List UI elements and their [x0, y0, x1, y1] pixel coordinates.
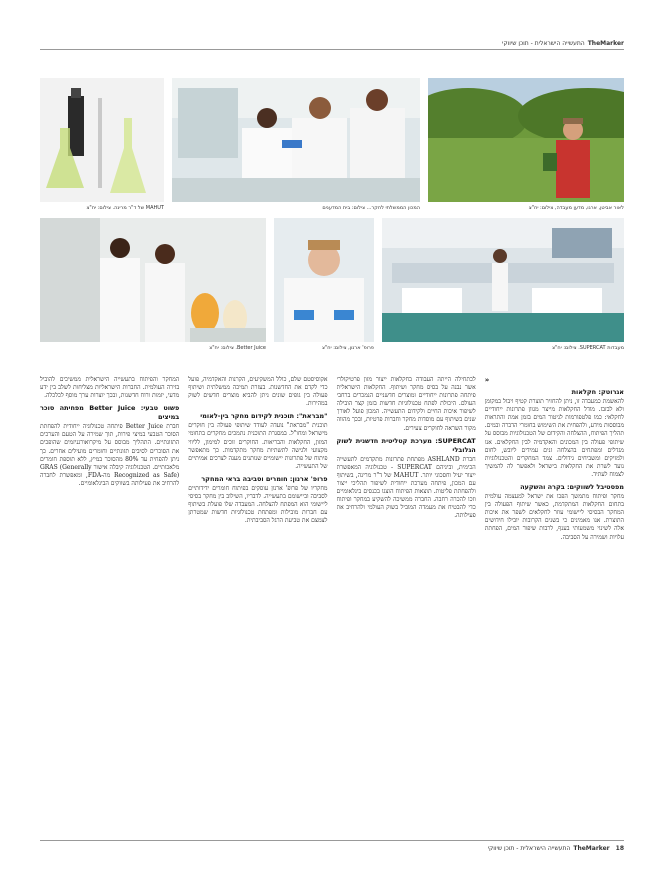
photo-farmer: [428, 78, 624, 202]
photo-professor: [274, 218, 374, 342]
caption-photo-3: MAHUT של ד"ר מרינה. צילום: יח"צ: [86, 205, 164, 211]
photo-lab-scientists: [172, 78, 420, 202]
photo-juice-lab: [40, 218, 266, 342]
page-footer: [40, 840, 624, 852]
paragraph-3a: אקוסיסטם שלם, כולל המשקיעים, הקרנות והאקדמיה, פועל כדי לקדם את החדשנות. בעזרת תמיכה ממשלתית ושיתוף פעולה בין גופים שונים ניתן להביא מוצרים חדשים לשוק במהירות.: [188, 376, 328, 408]
paragraph-2a: לכתחילה הייתה העבודה בחקלאות ייצור מזון פרטיקולרי אשר נבנה על בסיס מחקר ושיתוף. החקלאות הישראלית פיתחה פתרונות ייחודיים ומוצרים חדשניים הנמכרים ברחבי העולם. היכולת לפתח טכנולוגיות חדשות בזמן קצר הובילה לשיפור איכות החיים ולקידום התעשייה. המכון פועל לאורך שנים בשיתוף עם מוסדות מחקר וחברות פרטיות, ובכך מהווה מקור השראה לחוקרים צעירים.: [336, 376, 476, 432]
heading-6: פשוט טבעי: Better Juice מפחיתה סוכר במיצים: [40, 404, 180, 422]
photo-lab-benches: [382, 218, 624, 342]
photo-grid: [40, 78, 624, 350]
photo-flasks: [40, 78, 164, 202]
heading-2: מפסטיבל לשווקים: בקרה והשקעה: [520, 483, 624, 492]
paragraph-1a: להאשמת כמעבדה זו, ניתן להחזיר תוצרת קטיף ויבול במקומן ולא לבזבז. מודל החקלאות מייצר מגוון פתרונות ייחודיים לחקלאי: כמו פלטפורמות לניטור המים בזמן אמת והתראות מבוססות מידע, ולהפחית את השימוש בחומרי הדברה ובמים. תהליך הפיתוח, ההצלחה והקידום של הטכנולוגיות מבוסס על שיתופי פעולה בין המכונים והאקדמיה לבין החקלאים. אנו מגדלים ומפתחים בהצלחה זנים עמידים ליובש, לחום ולמזיקים ומשביחים גידולים. צמד המחקרים והטכנולוגיות נועד לשרת את החקלאות בישראל ולאפשר לה להמשיך לצמוח לעתיד.: [484, 398, 624, 478]
paragraph-2b: חברת ASHLAND מפתחת פתרונות מתקדמים לתעשייה הכימית, וביניהם SUPERCAT - טכנולוגיה המאפשרת ייצור יעיל וחסכוני יותר. MAHUT של ד"ר מרינה, בשיתוף עם המכון, פיתחה מערכת ייחודית לשיפור תהליכי ייצור ולהפחתת פליטות. תוצאות הפיתוח הוצגו בכנסים בינלאומיים וזכו להכרה רחבה. החברה ממשיכה להשקיע במחקר ופיתוח כדי להבטיח את מעמדה המוביל בשוק העולמי ולהרחיב את פעילותה.: [336, 455, 476, 520]
caption-photo-4: מעבדות SUPERCAT. צילום: יח"צ: [552, 345, 624, 351]
article-column-1: [485, 376, 624, 826]
caption-photo-6: Better Juice. צילום: יח"צ: [209, 345, 266, 351]
photo-row-bottom: [40, 218, 624, 350]
footer-text: התעשייה הישראלית - תוכן שיווקי: [487, 844, 571, 852]
article-body: [40, 376, 624, 826]
caption-photo-5: פרופ' ארנון, צילום: יח"צ: [322, 345, 374, 351]
heading-5: פרופ' ארנון: חומרים וסביבה בראי המחקר: [201, 474, 328, 483]
caption-photo-1: לאור אביטן, ארגו, מדען מעבדה, צילום: יח"צ: [528, 205, 624, 211]
photo-row-top: [40, 78, 624, 210]
paragraph-3b: תוכנית "מבראת" נועדה לעודד שיתופי פעולה בין חוקרים מישראל ומחו"ל. במסגרת התוכנית נתמכים מחקרים בתחומי המזון, החקלאות והבריאות. החוקרים זוכים למימון, לליווי מקצועי ולגישה לתשתיות מחקר מתקדמות. כך מתאפשר פיתוח של פתרונות יישומיים שנותנים מענה לצרכים אמיתיים של התעשייה.: [188, 422, 328, 470]
paragraph-4b: חברת Better Juice פיתחה טכנולוגיה ייחודית להפחתת הסוכר הטבעי במיצי פירות, תוך שמירה על הטעם והערכים התזונתיים. התהליך מבוסס על מיקרואורגניזמים שהופכים את הסוכרים לסיבים תזונתיים וחומרים מועילים אחרים. כך ניתן להפחית עד 80% מהסוכר במיץ, ללא תוספת חומרים מלאכותיים. הטכנולוגיה קיבלה אישור GRAS (Generally Recognized as Safe) מה-FDA, ומאפשרת לחברה להרחיב את פעילותה בשווקים הבינלאומיים.: [40, 423, 180, 487]
paragraph-4a: המחקר והפיתוח בתעשייה הישראלית ממשיכים להוביל בזירה העולמית. החברות הישראליות מצליחות לשלב בין ידע מדעי, יזמות ורוח חדשנות, ובכך יוצרות ערך מוסף לכלכלה.: [40, 376, 180, 400]
heading-4: "מבראת": תוכנית לקידום מחקר בין-לאומי: [200, 412, 328, 421]
header-text: התעשייה הישראלית - תוכן שיווקי: [501, 40, 585, 47]
caption-photo-2: המכון הממשלתי לחקר... צילום: בית המדענים: [322, 205, 420, 211]
article-column-4: [40, 376, 179, 826]
paragraph-3c: מחקריו של פרופ' ארנון עוסקים בפיתוח חומרים ידידותיים לסביבה וביישומם בתעשייה. לדבריו, השילוב בין מחקר בסיסי ליישומי הוא המפתח להצלחה. המעבדה שלו פועלת בשיתוף עם חברות מובילות ומפתחת טכנולוגיות חדשות שמטרתן לצמצם את טביעת הרגל הסביבתית.: [188, 484, 328, 525]
heading-1: אגרוטק: חקלאות: [571, 388, 624, 397]
section-marker: »: [484, 376, 490, 384]
page-number: 18: [615, 844, 624, 852]
footer-brand: TheMarker: [573, 844, 610, 852]
article-column-3: [188, 376, 327, 826]
paragraph-1b: מחקר ופיתוח מתמשך הפכו את ישראל למעצמה עולמית בתחום החקלאות המתקדמת, כאשר שיתוף הפעולה בין המחקר הבסיסי ליישומי עוזר לחקלאים לשפר את איכות התוצרת. אנו מאמינים כי בשנים הקרובות יובילו חידושים אלה לשינוי משמעותי בענף, לרבות שיפור המים, הפחתת עלויות ושמירה על הסביבה.: [484, 493, 624, 541]
header-brand: TheMarker: [587, 40, 624, 47]
page-header: [40, 38, 624, 50]
article-column-2: [337, 376, 476, 826]
heading-3: SUPERCAT: מערכת קטליטית חדשנית לשוק הגלובלי: [336, 436, 476, 454]
